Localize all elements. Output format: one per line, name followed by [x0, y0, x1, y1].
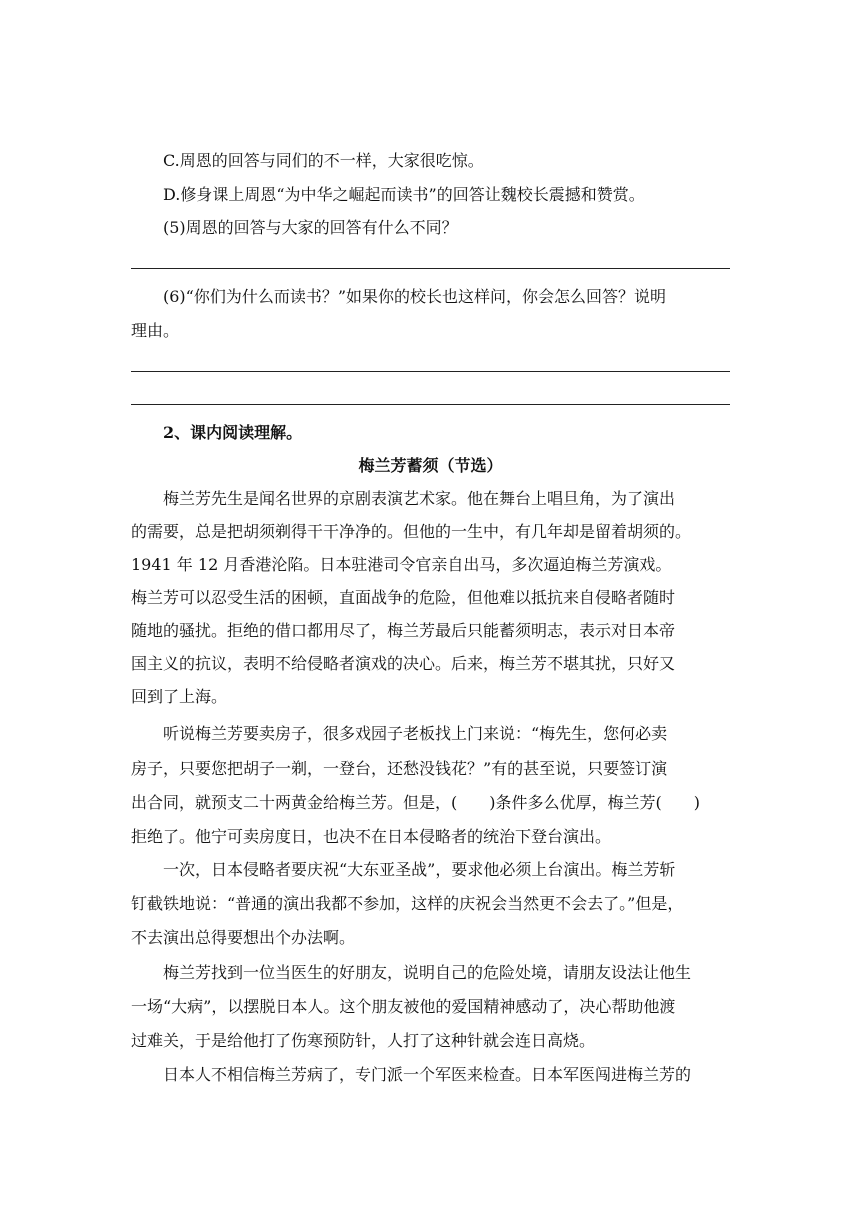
passage-line: 听说梅兰芳要卖房子，很多戏园子老板找上门来说：“梅先生，您何必卖 — [163, 724, 668, 743]
passage-title: 梅兰芳蓄须（节选） — [358, 456, 503, 475]
answer-line-q6-1[interactable] — [131, 371, 730, 372]
passage-line: 随地的骚扰。拒绝的借口都用尽了，梅兰芳最后只能蓄须明志，表示对日本帝 — [131, 621, 676, 640]
passage-line: 日本人不相信梅兰芳病了，专门派一个军医来检查。日本军医闯进梅兰芳的 — [163, 1065, 692, 1084]
passage-line: 一场“大病”，以摆脱日本人。这个朋友被他的爱国精神感动了，决心帮助他渡 — [131, 997, 676, 1016]
passage-line: 梅兰芳先生是闻名世界的京剧表演艺术家。他在舞台上唱旦角，为了演出 — [163, 489, 676, 508]
passage-line: 过难关，于是给他打了伤寒预防针，人打了这种针就会连日高烧。 — [131, 1031, 596, 1050]
passage-line: 钉截铁地说：“普通的演出我都不参加，这样的庆祝会当然更不会去了。”但是， — [131, 894, 684, 913]
passage-line: 国主义的抗议，表明不给侵略者演戏的决心。后来，梅兰芳不堪其扰，只好又 — [131, 654, 676, 673]
q4-option-c: C.周恩的回答与同们的不一样，大家很吃惊。 — [163, 151, 484, 170]
answer-line-q6-2[interactable] — [131, 404, 730, 405]
passage-line: 出合同，就预支二十两黄金给梅兰芳。但是，( )条件多么优厚，梅兰芳( ) — [131, 793, 700, 812]
question-6-line2: 理由。 — [131, 321, 180, 340]
passage-line: 梅兰芳找到一位当医生的好朋友，说明自己的危险处境，请朋友设法让他生 — [163, 963, 692, 982]
passage-line: 一次，日本侵略者要庆祝“大东亚圣战”，要求他必须上台演出。梅兰芳斩 — [163, 860, 676, 879]
passage-line: 回到了上海。 — [131, 687, 228, 706]
passage-line: 不去演出总得要想出个办法啊。 — [131, 928, 356, 947]
passage-line: 1941 年 12 月香港沦陷。日本驻港司令官亲自出马，多次逼迫梅兰芳演戏。 — [131, 555, 672, 574]
question-5: (5)周恩的回答与大家的回答有什么不同？ — [163, 218, 458, 237]
q4-option-d: D.修身课上周恩“为中华之崛起而读书”的回答让魏校长震撼和赞赏。 — [163, 185, 645, 204]
passage-line: 梅兰芳可以忍受生活的困顿，直面战争的危险，但他难以抵抗来自侵略者随时 — [131, 588, 676, 607]
passage-line: 房子，只要您把胡子一剃，一登台，还愁没钱花？”有的甚至说，只要签订演 — [131, 759, 668, 778]
answer-line-q5[interactable] — [131, 268, 730, 269]
question-6-line1: (6)“你们为什么而读书？”如果你的校长也这样问，你会怎么回答？说明 — [163, 287, 667, 306]
section-2-heading: 2、课内阅读理解。 — [163, 423, 303, 442]
passage-line: 的需要，总是把胡须剃得干干净净的。但他的一生中，有几年却是留着胡须的。 — [131, 522, 692, 541]
passage-line: 拒绝了。他宁可卖房度日，也决不在日本侵略者的统治下登台演出。 — [131, 827, 612, 846]
